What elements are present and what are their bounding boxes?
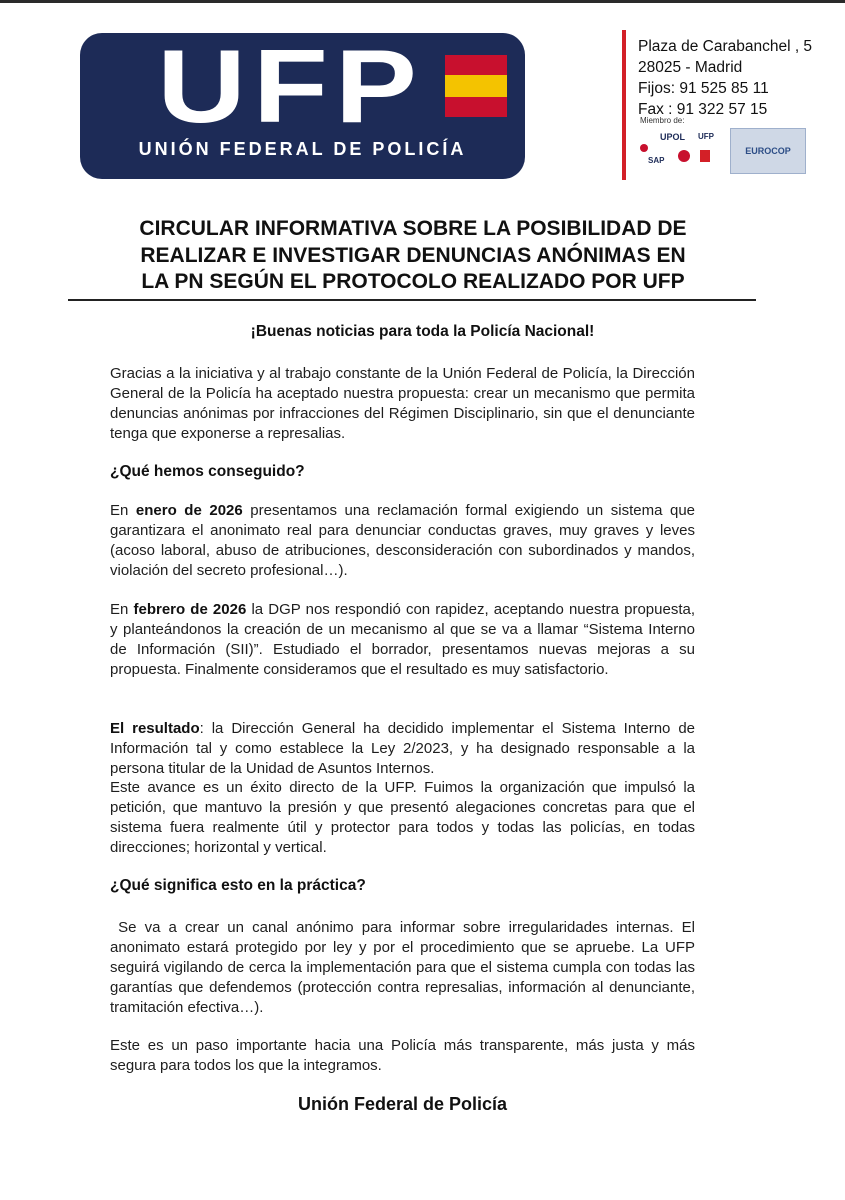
paragraph-practice: Se va a crear un canal anónimo para informar sobre irregularidades internas. El anonimato estará protegido por ley y por el procedimiento que se apruebe. La UFP seguirá vigilando de cerca la implementación para que el sistema cumpla con todas las garantías que defendemos (protección contra represalias, información al denunciante, tramitación efectiva…). <box>110 919 700 1016</box>
contact-address: Plaza de Carabanchel , 5 <box>638 38 813 55</box>
member-emblem-icon <box>640 144 648 152</box>
result-label: El resultado <box>110 720 200 737</box>
paragraph-success: Este avance es un éxito directo de la UFP. Fuimos la organización que impulsó la petición, que mantuvo la presión y que presentó alegaciones concretas para que el sistema fuera realmente útil y protector para todos y todas las policías, en todas direcciones; horizontal y vertical. <box>110 779 695 856</box>
contact-block <box>638 36 843 120</box>
title-divider <box>68 299 756 301</box>
contact-phone: Fijos: 91 525 85 11 <box>638 80 769 97</box>
signature: Unión Federal de Policía <box>297 1094 508 1114</box>
top-border <box>0 0 845 3</box>
logo-subtitle: UNIÓN FEDERAL DE POLICÍA <box>138 139 467 159</box>
contact-accent-bar <box>622 30 626 180</box>
sap-logo: SAP <box>648 156 665 165</box>
paragraph-result: El resultado: la Dirección General ha decidido implementar el Sistema Interno de Información tal y como establece la Ley 2/2023, y ha designado responsable a la persona titular de la Unidad de Asuntos Internos. <box>110 720 696 777</box>
paragraph-january: En enero de 2026 presentamos una reclamación formal exigiendo un sistema que garantizara el anonimato real para denunciar conductas graves, muy graves y leves (acoso laboral, abuso de atribuciones, desconsideración con subordinados y mandos, violación del secreto profesional…). <box>110 502 696 579</box>
contact-fax: Fax : 91 322 57 15 <box>638 101 768 118</box>
spain-flag-icon <box>445 55 507 117</box>
document-title <box>70 216 756 296</box>
ufp-logo <box>80 29 525 179</box>
member-label: Miembro de: <box>640 116 685 125</box>
ufp-small-logo: UFP <box>698 132 714 141</box>
date-january: enero de 2026 <box>135 502 243 519</box>
logo-letters: UFP <box>157 29 424 145</box>
title-line-3: LA PN SEGÚN EL PROTOCOLO REALIZADO POR UFP <box>141 270 685 293</box>
paragraph-february: En febrero de 2026 la DGP nos respondió con rapidez, aceptando nuestra propuesta, y planteándonos la creación de un mecanismo al que se va a llamar “Sistema Interno de Información (SII)”. Estudiado el borrador, presentamos nuevas mejoras a su propuesta. Finalmente consideramos que el resultado es muy satisfactorio. <box>110 601 696 678</box>
contact-city: 28025 - Madrid <box>638 59 743 76</box>
eurocop-logo: EUROCOP <box>730 128 806 174</box>
section-heading-achieved: ¿Qué hemos conseguido? <box>110 463 305 480</box>
upol-logo: UPOL <box>660 132 686 142</box>
section-heading-practice: ¿Qué significa esto en la práctica? <box>110 877 366 894</box>
paragraph-closing: Este es un paso importante hacia una Policía más transparente, más justa y más segura para todos los que la integramos. <box>110 1037 695 1074</box>
member-shield-icon <box>700 150 710 162</box>
date-february: febrero de 2026 <box>133 601 247 618</box>
title-line-1: CIRCULAR INFORMATIVA SOBRE LA POSIBILIDAD DE <box>139 217 687 240</box>
member-emblem-icon <box>678 150 690 162</box>
intro-paragraph: Gracias a la iniciativa y al trabajo constante de la Unión Federal de Policía, la Dirección General de la Policía ha aceptado nuestra propuesta: crear un mecanismo que permita denuncias anónimas por infracciones del Régimen Disciplinario, sin que el denunciante tenga que exponerse a represalias. <box>110 365 695 442</box>
greeting: ¡Buenas noticias para toda la Policía Nacional! <box>250 323 595 340</box>
title-line-2: REALIZAR E INVESTIGAR DENUNCIAS ANÓNIMAS EN <box>140 243 686 267</box>
